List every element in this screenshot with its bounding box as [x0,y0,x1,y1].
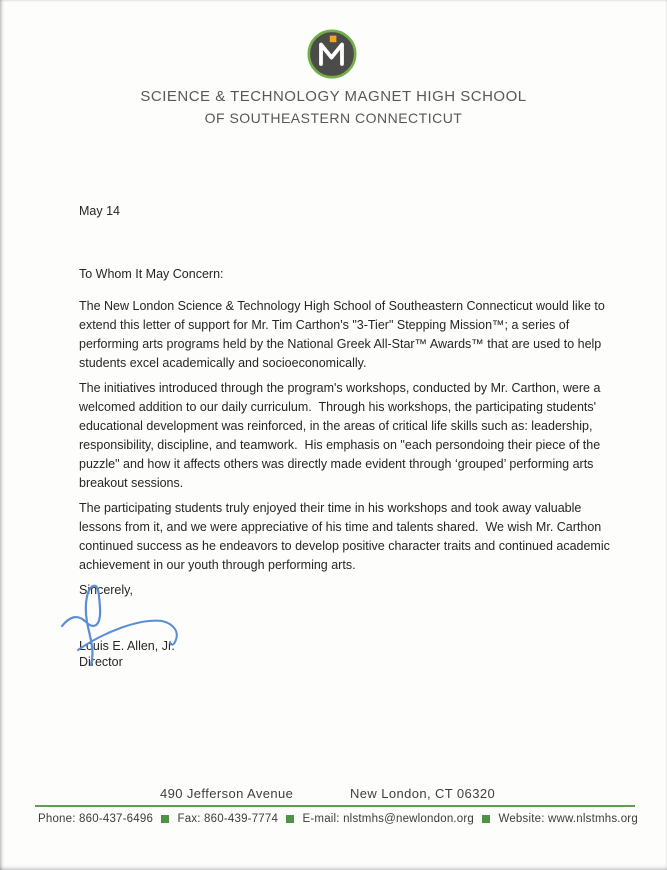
paragraph-1: The New London Science & Technology High School of Southeastern Connecticut would like to extend this letter of support for Mr. Tim Carthon's "3-Tier" Stepping Mission™; a series of performing arts programs held by the National Greek All-Star™ Awards™ that are used to help students excel academically and socioeconomically. [79,299,609,370]
paragraph-3: The participating students truly enjoyed their time in his workshops and took away valuable lessons from it, and we were appreciative of his time and talents shared. We wish Mr. Carthon continued success as he endeavors to develop positive character traits and continued academic achievement in our youth through performing arts. [79,501,614,572]
school-name-line1: SCIENCE & TECHNOLOGY MAGNET HIGH SCHOOL [140,88,527,105]
letter-date: May 14 [79,204,120,218]
contact-email: E-mail: nlstmhs@newlondon.org [302,813,475,825]
signer-name: Louis E. Allen, Jr. [79,639,175,653]
paragraph-2: The initiatives introduced through the program's workshops, conducted by Mr. Carthon, were a welcomed addition to our daily curriculum. Through his workshops, the participating students' educational development was reinforced, in the areas of critical life skills such as: leadership, responsibility, discipline, and teamwork. His emphasis on "each persondoing their piece of the puzzle" and how it affects others was directly made evident through ‘grouped’ performing arts breakout sessions. [79,381,604,490]
bullet-square-icon [286,815,294,823]
address-street: 490 Jefferson Avenue [160,786,294,801]
bullet-square-icon [161,815,169,823]
contact-fax: Fax: 860-439-7774 [177,813,279,825]
school-name-line2: OF SOUTHEASTERN CONNECTICUT [204,110,463,126]
bullet-square-icon [482,815,490,823]
school-logo [306,28,358,80]
closing: Sincerely, [79,583,133,597]
address-city: New London, CT 06320 [350,786,496,801]
salutation: To Whom It May Concern: [79,267,224,281]
contact-website: Website: www.nlstmhs.org [498,813,638,825]
contact-row [38,813,638,825]
m-monogram-icon [306,28,358,80]
footer-rule [35,805,635,807]
signature-ink [54,576,194,671]
signer-title: Director [79,655,123,669]
contact-phone: Phone: 860-437-6496 [38,813,154,825]
